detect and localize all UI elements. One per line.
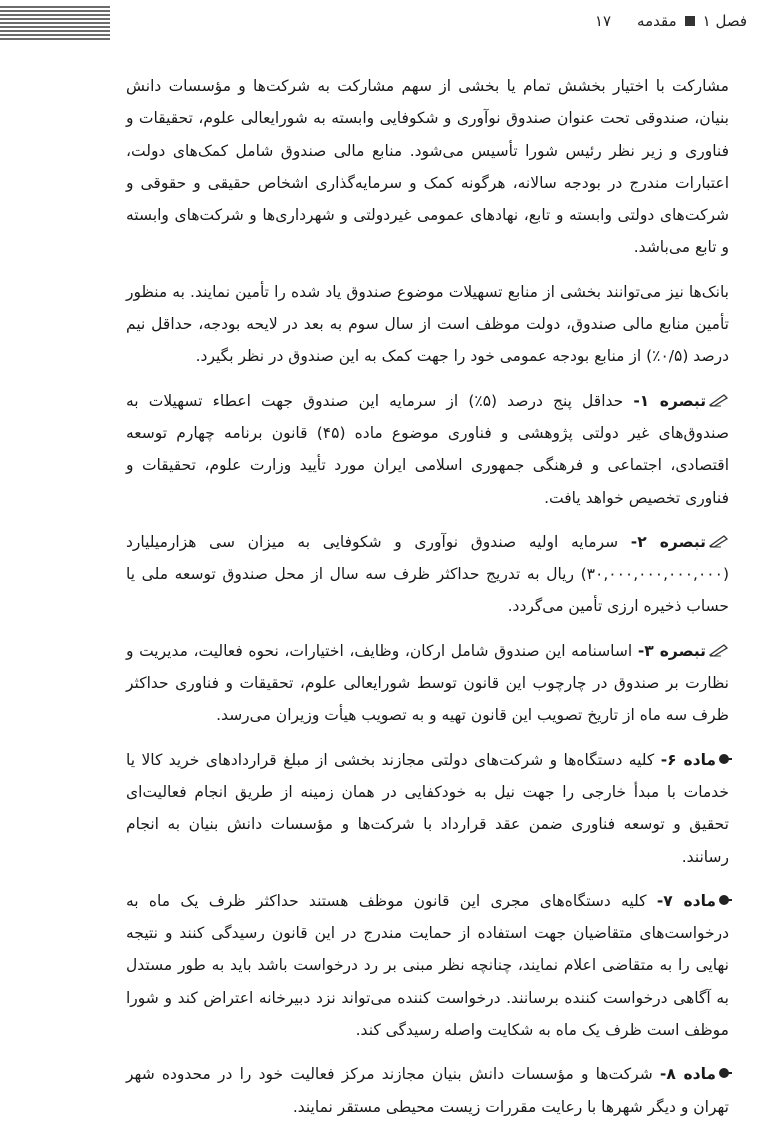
note-label: تبصره ۱- [633,391,707,410]
paragraph-text: مشارکت با اختیار بخشش تمام یا بخشی از سهم مشارکت به شرکت‌ها و مؤسسات دانش بنیان، صندوقی تحت عنوان صندوق نوآوری و شکوفایی وابسته به شورایعالی علوم، تحقیقات و فناوری و زیر نظر رئیس شورا تأسیس می‌شود. منابع مالی صندوق شامل کمک‌های دولت، اعتبارات مندرج در بودجه سالانه، هرگونه کمک و سرمایه‌گذاری اشخاص حقیقی و حقوقی و شرکت‌های دولتی وابسته و تابع، نهادهای عمومی غیردولتی و شهرداری‌ها و شرکت‌های وابسته و تابع می‌باشد. [126,77,729,257]
pen-icon [709,534,729,548]
section-title: مقدمه [637,12,677,30]
paragraph-text: اساسنامه این صندوق شامل ارکان، وظایف، اختیارات، نحوه فعالیت، مدیریت و نظارت بر صندوق در چارچوب این قانون توسط شورایعالی علوم، تحقیقات و فناوری حداکثر ظرف سه ماه از تاریخ تصویب این قانون تهیه و به تصویب هیأت وزیران می‌رسد. [126,641,729,725]
square-bullet-icon [685,16,695,26]
article-label: ماده ۸- [659,1065,717,1084]
article-label: ماده ۶- [660,750,716,769]
pen-icon [709,393,729,407]
paragraph-text: حداقل پنج درصد (۵٪) از سرمایه این صندوق جهت اعطاء تسهیلات به صندوق‌های غیر دولتی پژوهشی و فناوری موضوع ماده (۴۵) قانون برنامه چهارم توسعه اقتصادی، اجتماعی و فرهنگی جمهوری اسلامی ایران مورد تأیید وزارت علوم، تحقیقات و فناوری تخصیص خواهد یافت. [126,391,729,507]
note-label: تبصره ۲- [630,532,706,551]
page-header [0,0,769,48]
note-paragraph [126,526,729,623]
chapter-label: فصل ۱ [702,12,747,30]
article-paragraph [126,744,729,873]
article-paragraph [126,885,729,1046]
header-stripes-decoration [0,6,110,40]
page-number: ۱۷ [594,12,612,30]
article-label: ماده ۷- [656,891,716,910]
note-paragraph [126,635,729,732]
page-body [126,70,729,1135]
pen-icon [709,643,729,657]
running-head [595,8,747,34]
paragraph-text: کلیه دستگاه‌های مجری این قانون موظف هستند حداکثر ظرف یک ماه به درخواست‌های متقاضیان جهت استفاده از حمایت مندرج در این قانون رسیدگی کنند و نتیجه نهایی را به متقاضی اعلام نمایند، چنانچه نظر مبنی بر رد درخواست باشد باید به طور مستدل به آگاهی درخواست کننده برسانند. درخواست کننده می‌تواند نزد دبیرخانه اعتراض کند و شورا موظف است ظرف یک ماه به شکایت واصله رسیدگی کند. [126,891,729,1040]
paragraph [126,70,729,264]
paragraph-text: بانک‌ها نیز می‌توانند بخشی از منابع تسهیلات موضوع صندوق یاد شده را تأمین نمایند. به منظور تأمین منابع مالی صندوق، دولت موظف است از سال سوم به بعد در لایحه بودجه، حداقل نیم درصد (۰/۵٪) از منابع بودجه عمومی خود را جهت کمک به این صندوق در نظر بگیرد. [126,282,729,366]
article-paragraph [126,1058,729,1123]
note-paragraph [126,385,729,514]
paragraph-text: کلیه دستگاه‌ها و شرکت‌های دولتی مجازند بخشی از مبلغ قراردادهای خرید کالا یا خدمات با مبدأ خارجی را جهت نیل به خودکفایی در همان زمینه از طریق انجام فعالیت‌ای تحقیق و توسعه فناوری ضمن عقد قرارداد با شرکت‌ها و مؤسسات دانش بنیان به انجام رسانند. [126,750,729,866]
paragraph [126,276,729,373]
paragraph-text: سرمایه اولیه صندوق نوآوری و شکوفایی به میزان سی هزارمیلیارد (۳۰,۰۰۰,۰۰۰,۰۰۰,۰۰۰) ریال به تدریج حداکثر ظرف سه سال از محل صندوق توسعه ملی یا حساب ذخیره ارزی تأمین می‌گردد. [126,532,729,616]
note-label: تبصره ۳- [637,641,706,660]
article-bullet-icon [719,895,729,905]
article-bullet-icon [719,754,729,764]
article-bullet-icon [719,1068,729,1078]
paragraph-text: شرکت‌ها و مؤسسات دانش بنیان مجازند مرکز فعالیت خود را در محدوده شهر تهران و دیگر شهرها با رعایت مقررات زیست محیطی مستقر نمایند. [126,1065,729,1116]
